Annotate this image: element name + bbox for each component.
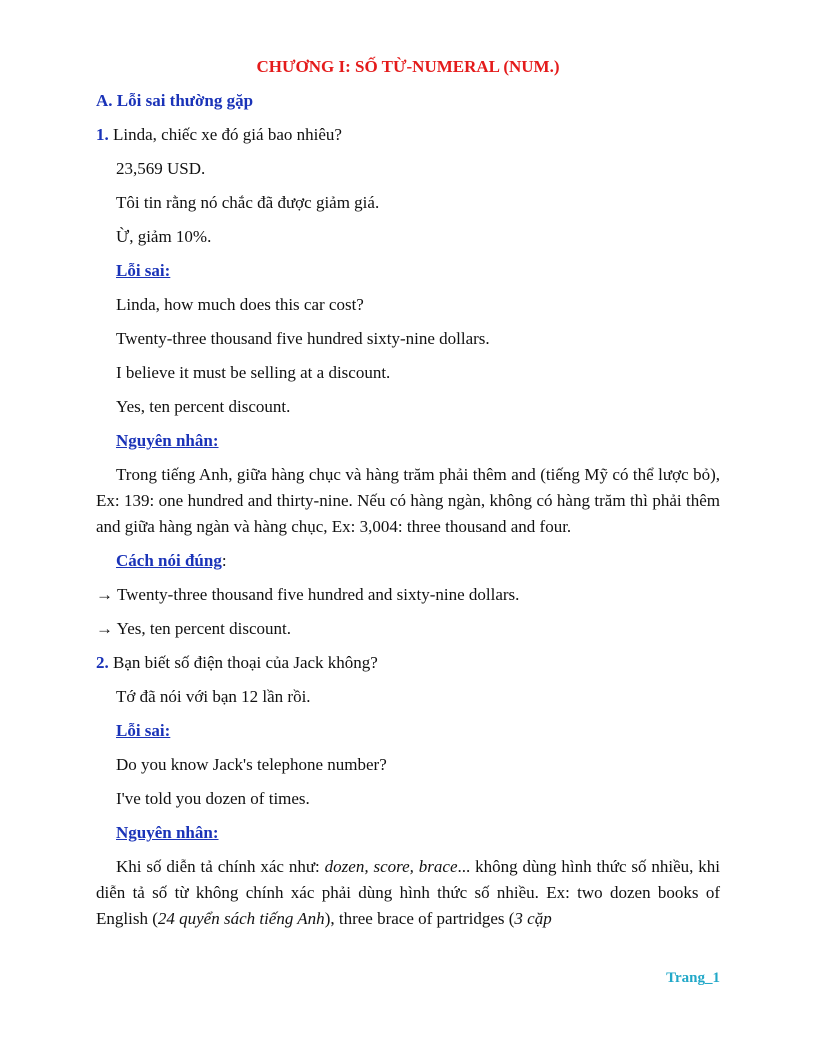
correct-label: Cách nói đúng (116, 551, 222, 570)
vi-line: Tớ đã nói với bạn 12 lần rồi. (116, 687, 311, 706)
cause-emphasis: 24 quyển sách tiếng Anh (157, 909, 325, 928)
question-text: Linda, chiếc xe đó giá bao nhiêu? (108, 125, 342, 144)
question-text: Bạn biết số điện thoại của Jack không? (108, 653, 378, 672)
section-heading: A. Lỗi sai thường gặp (96, 91, 254, 110)
error-line: I believe it must be selling at a discount. (116, 363, 391, 382)
cause-label: Nguyên nhân: (116, 823, 219, 842)
item-number: 1. (96, 125, 109, 144)
error-label: Lỗi sai: (116, 261, 171, 280)
cause-emphasis: dozen, score, brace (324, 857, 458, 876)
vi-line: Tôi tin rằng nó chắc đã được giảm giá. (116, 193, 380, 212)
cause-text: Khi số diễn tả chính xác như: (116, 857, 325, 876)
page-number: Trang_1 (666, 970, 720, 986)
cause-emphasis: 3 cặp (514, 909, 552, 928)
vi-line: 23,569 USD. (116, 159, 206, 178)
error-heading (96, 254, 720, 288)
cause-text: ), three brace of partridges ( (324, 909, 515, 928)
error-line: Yes, ten percent discount. (116, 397, 291, 416)
correct-line: → Twenty-three thousand five hundred and sixty-nine dollars. (96, 585, 520, 604)
cause-label: Nguyên nhân: (116, 431, 219, 450)
error-line: I've told you dozen of times. (116, 789, 310, 808)
cause-text: ... không dùng hình thức số nhiều, khi diễn tả số từ không chính xác phải dùng hình thức số nhiều. Ex: two dozen books of English ( (96, 857, 721, 928)
item-1-question (96, 118, 720, 152)
item-number: 2. (96, 653, 109, 672)
correct-heading (96, 544, 720, 578)
error-heading (96, 714, 720, 748)
correct-line: → Yes, ten percent discount. (96, 619, 292, 638)
error-label: Lỗi sai: (116, 721, 171, 740)
cause-paragraph (96, 854, 720, 932)
error-line: Linda, how much does this car cost? (116, 295, 364, 314)
document-page (96, 50, 720, 936)
error-line: Do you know Jack's telephone number? (116, 755, 387, 774)
correct-colon: : (221, 551, 227, 570)
vi-line: Ừ, giảm 10%. (116, 227, 212, 246)
item-2-question (96, 646, 720, 680)
error-line: Twenty-three thousand five hundred sixty-nine dollars. (116, 329, 490, 348)
cause-paragraph: Trong tiếng Anh, giữa hàng chục và hàng trăm phải thêm and (tiếng Mỹ có thể lược bỏ), Ex: 139: one hundred and thirty-nine. Nếu có hàng ngàn, không có hàng trăm thì phải thêm and giữa hàng ngàn và hàng chục, Ex: 3,004: three thousand and four. (96, 465, 720, 536)
chapter-title: CHƯƠNG I: SỐ TỪ-NUMERAL (NUM.) (256, 57, 560, 76)
cause-heading (96, 816, 720, 850)
cause-heading (96, 424, 720, 458)
